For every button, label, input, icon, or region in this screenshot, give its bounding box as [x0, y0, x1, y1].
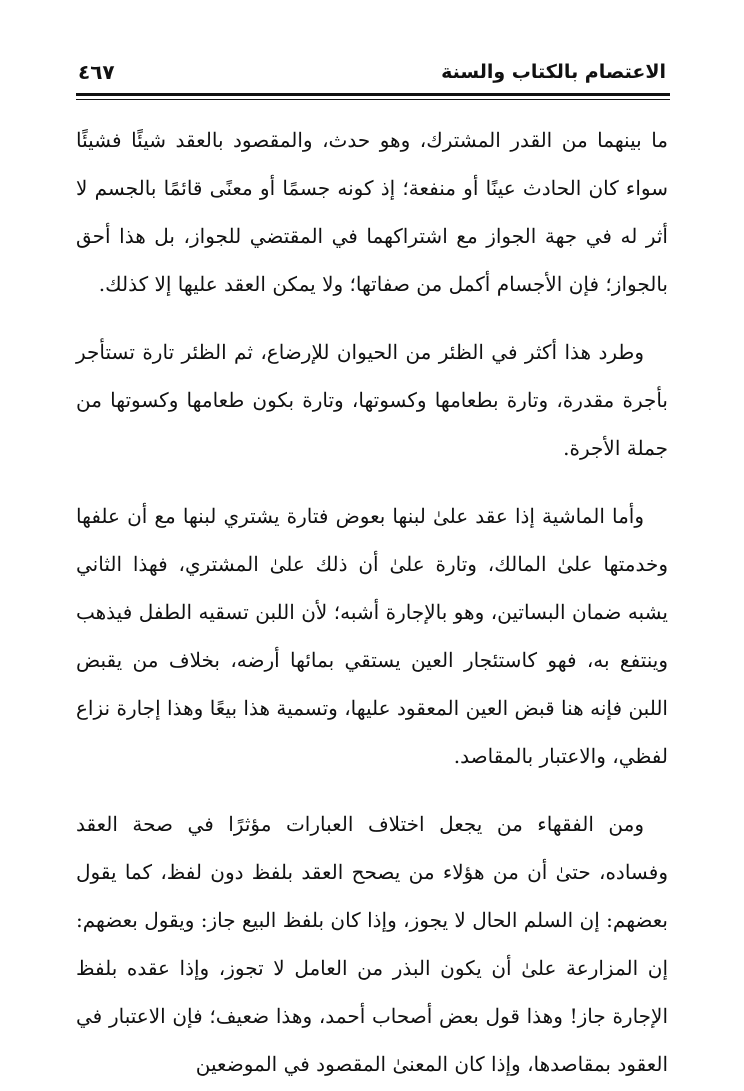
header-rule-thin [76, 99, 670, 100]
book-title: الاعتصام بالكتاب والسنة [441, 61, 666, 83]
paragraph: وأما الماشية إذا عقد علىٰ لبنها بعوض فتارة يشتري لبنها مع أن علفها وخدمتها علىٰ المالك، وتارة علىٰ أن ذلك علىٰ المشتري، فهذا الثاني يشبه ضمان البساتين، وهو بالإجارة أشبه؛ لأن اللبن تسقيه الطفل فيذهب وينتفع به، فهو كاستئجار العين يستقي بمائها أرضه، بخلاف من يقبض اللبن فإنه هنا قبض العين المعقود عليها، وتسمية هذا بيعًا وهذا إجارة نزاع لفظي، والاعتبار بالمقاصد. [76, 504, 668, 768]
paragraph: وطرد هذا أكثر في الظئر من الحيوان للإرضاع، ثم الظئر تارة تستأجر بأجرة مقدرة، وتارة بطعامها وكسوتها، وتارة بكون طعامها وكسوتها من جملة الأجرة. [76, 340, 668, 460]
running-head [78, 52, 666, 92]
paragraph: ومن الفقهاء من يجعل اختلاف العبارات مؤثرًا في صحة العقد وفساده، حتىٰ أن من هؤلاء من يصحح العقد بلفظ دون لفظ، كما يقول بعضهم: إن السلم الحال لا يجوز، وإذا كان بلفظ البيع جاز: ويقول بعضهم: إن المزارعة علىٰ أن يكون البذر من العامل لا تجوز، وإذا عقده بلفظ الإجارة جاز! وهذا قول بعض أصحاب أحمد، وهذا ضعيف؛ فإن الاعتبار في العقود بمقاصدها، وإذا كان المعنىٰ المقصود في الموضعين [76, 812, 668, 1076]
paragraph: ما بينهما من القدر المشترك، وهو حدث، والمقصود بالعقد شيئًا فشيئًا سواء كان الحادث عينًا أو منفعة؛ إذ كونه جسمًا أو معنًى قائمًا بالجسم لا أثر له في جهة الجواز مع اشتراكهما في المقتضي للجواز، بل هذا أحق بالجواز؛ فإن الأجسام أكمل من صفاتها؛ ولا يمكن العقد عليها إلا كذلك. [76, 128, 668, 296]
header-rule-thick [76, 93, 670, 96]
page-number: ٤٦٧ [78, 60, 115, 84]
body-text [76, 116, 668, 1088]
